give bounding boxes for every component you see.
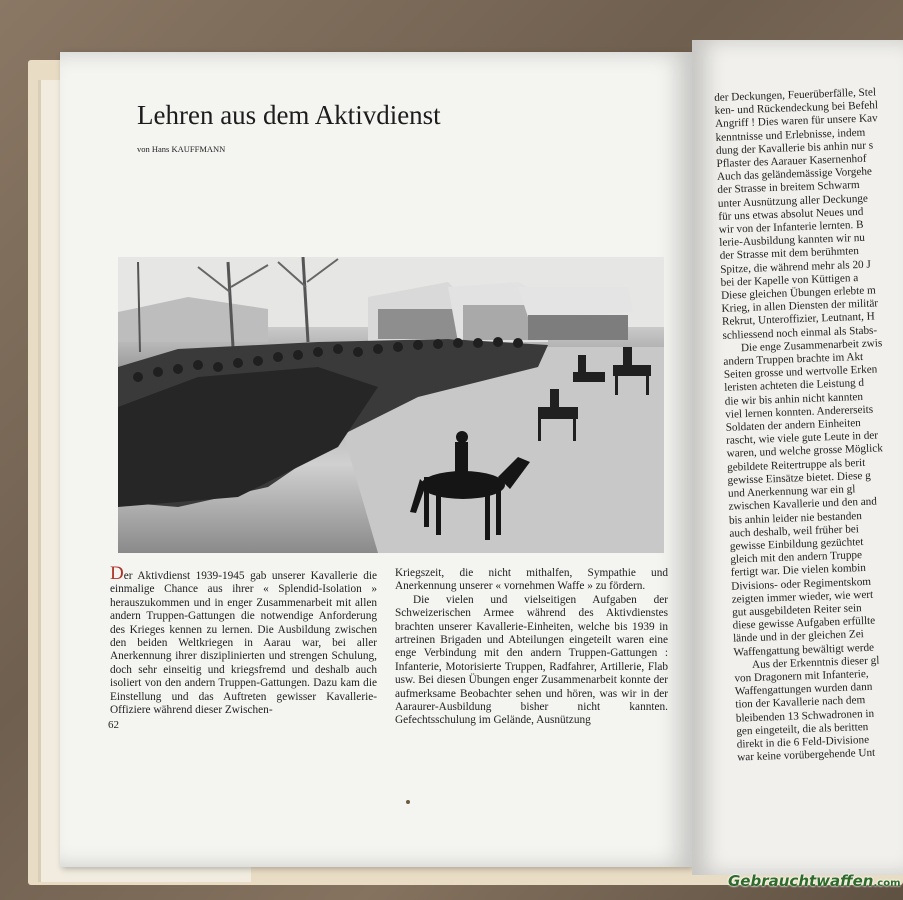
text-line: zeigten immer wieder, wie wert <box>731 588 874 606</box>
text-line: Spitze, die während mehr als 20 J <box>719 258 872 276</box>
text-line: Pflaster des Aarauer Kasernenhof <box>716 152 867 170</box>
text-line: die wir bis anhin nicht kannten <box>724 390 864 408</box>
text-line: und Anerkennung war ein gl <box>727 483 856 500</box>
cavalry-photo <box>118 257 664 553</box>
text-line: Waffengattung bewältigt werde <box>733 641 875 659</box>
site-watermark <box>728 872 901 890</box>
page-number: 62 <box>108 719 119 731</box>
text-line: Rekrut, Unteroffizier, Leutnant, H <box>721 310 875 329</box>
text-line: Waffengattungen wurden dann <box>734 680 873 698</box>
text-line: waren, und welche grosse Möglick <box>726 442 884 461</box>
text-line: Diese gleichen Übungen erlebte m <box>720 284 876 302</box>
text-line: unter Ausnützung aller Deckunge <box>717 192 869 210</box>
text-line: ken- und Rückendeckung bei Befehl <box>714 99 879 118</box>
text-line: gebildete Reitertruppe als berit <box>726 456 866 474</box>
text-line: gewisse Einsätze bietet. Diese g <box>727 469 871 487</box>
text-line: von Dragonern mit Infanterie, <box>734 667 869 685</box>
article-title: Lehren aus dem Aktivdienst <box>137 100 441 130</box>
article-column-1 <box>110 563 377 717</box>
text-line: direkt in die 6 Feld-Divisione <box>736 733 870 751</box>
text-line: diese gewisse Aufgaben erfüllte <box>732 614 876 632</box>
text-line: gewisse Einbildung gezüchtet <box>729 535 864 553</box>
text-line: auch deshalb, weil früher bei <box>729 522 860 540</box>
drop-cap: D <box>110 563 124 584</box>
text-line: zwischen Kavallerie und den and <box>728 495 878 514</box>
text-line: schliessend noch einmal als Stabs- <box>722 324 878 342</box>
paragraph-text: er Aktivdienst 1939-1945 gab unserer Kavallerie die einmalige Chance aus ihrer « Splendid-Isolation » herauszukommen und in enger Zusammenarbeit mit allen andern Truppen-Gattungen die notwendige Anforderung des Krieges kennen zu lernen. Die Ausbildung zwischen den beiden Weltkriegen in Aarau war, bei aller Anerkennung ihrer disziplinierten und strengen Schulung, doch sehr einseitig und kriegsfremd und deshalb auch isoliert von den andern Truppen-Gattungen. Dazu kam die Einstellung und das Auftreten gewisser Kavallerie-Offiziere während dieser Zwischen- <box>110 570 377 717</box>
text-line: der Deckungen, Feuerüberfälle, Stel <box>714 86 877 104</box>
text-line: tion der Kavallerie nach dem <box>735 694 866 711</box>
text-line: bleibenden 13 Schwadronen in <box>735 707 875 725</box>
text-line: leristen achteten die Leistung d <box>724 377 865 395</box>
text-line: Divisions- oder Regimentskom <box>731 575 872 593</box>
text-line: wir von der Infanterie lernten. B <box>718 218 864 236</box>
text-line: gen eingeteilt, die als beritten <box>736 720 869 738</box>
text-line: Die enge Zusammenarbeit zwis <box>740 337 883 355</box>
text-line: dung der Kavallerie bis anhin nur s <box>715 139 874 157</box>
text-line: gut ausgebildeten Reiter sein <box>731 602 862 619</box>
text-line: war keine vorübergehende Unt <box>737 746 876 764</box>
article-paragraph: Kriegszeit, die nicht mithalfen, Sympathie und Anerkennung unserer « vornehmen Waffe » zu fördern. <box>395 567 668 593</box>
text-line: gleich mit den andern Truppe <box>730 549 863 566</box>
text-line: viel lernen konnten. Andererseits <box>725 403 874 421</box>
right-page-text <box>714 83 903 765</box>
text-line: der Strasse in breitem Schwarm <box>717 179 860 197</box>
dust-speck <box>406 800 410 804</box>
text-line: lände und in der gleichen Zei <box>732 628 865 645</box>
text-line: Seiten grosse und wertvolle Erken <box>723 363 878 382</box>
text-line: bei der Kapelle von Küttigen a <box>720 271 859 289</box>
article-paragraph <box>110 563 377 717</box>
left-page <box>60 52 692 867</box>
text-line: Auch das geländemässige Vorgehe <box>716 165 873 184</box>
text-line: andern Truppen brachte im Akt <box>723 351 864 368</box>
article-byline: von Hans KAUFFMANN <box>137 144 226 154</box>
article-paragraph: Die vielen und vielseitigen Aufgaben der Schweizerischen Armee während des Aktivdienstes brachten unserer Kavallerie-Einheiten, welche bis 1939 in artreinen Brigaden und Abteilungen eingeteilt waren eine enge Verbindung mit den andern Truppen-Gattungen : Infanterie, Motorisierte Truppen, Radfahrer, Artillerie, Flab usw. Bei diesen Übungen enger Zusammenarbeit konnte der aufmerksame Beobachter sehen und hören, was wir in der Aaraurer-Ausbildung bisher nicht kannten. Gefechtsschulung im Gelände, Ausnützung <box>395 593 668 727</box>
text-line: Soldaten der andern Einheiten <box>725 417 861 434</box>
text-line: der Strasse mit dem berühmten <box>719 245 860 263</box>
text-line: lerie-Ausbildung kannten wir nu <box>719 232 866 250</box>
text-line: rascht, wie viele gute Leute in der <box>725 429 879 448</box>
text-line: kenntnisse und Erlebnisse, indem <box>715 126 866 144</box>
text-line: für uns etwas absolut Neues und <box>718 205 864 223</box>
cavalry-photo-illustration <box>118 257 664 553</box>
text-line: Krieg, in allen Diensten der militär <box>721 297 879 316</box>
watermark-suffix: .com <box>873 878 901 889</box>
article-column-2 <box>395 567 668 728</box>
text-line: fertigt war. Die vielen kombin <box>730 562 867 580</box>
text-line: bis anhin leider nie bestanden <box>728 509 863 527</box>
right-page <box>692 40 903 875</box>
watermark-text: Gebrauchtwaffen <box>728 872 874 890</box>
text-line: Aus der Erkenntnis dieser gl <box>751 654 880 671</box>
text-line: Angriff ! Dies waren für unsere Kav <box>714 112 878 131</box>
